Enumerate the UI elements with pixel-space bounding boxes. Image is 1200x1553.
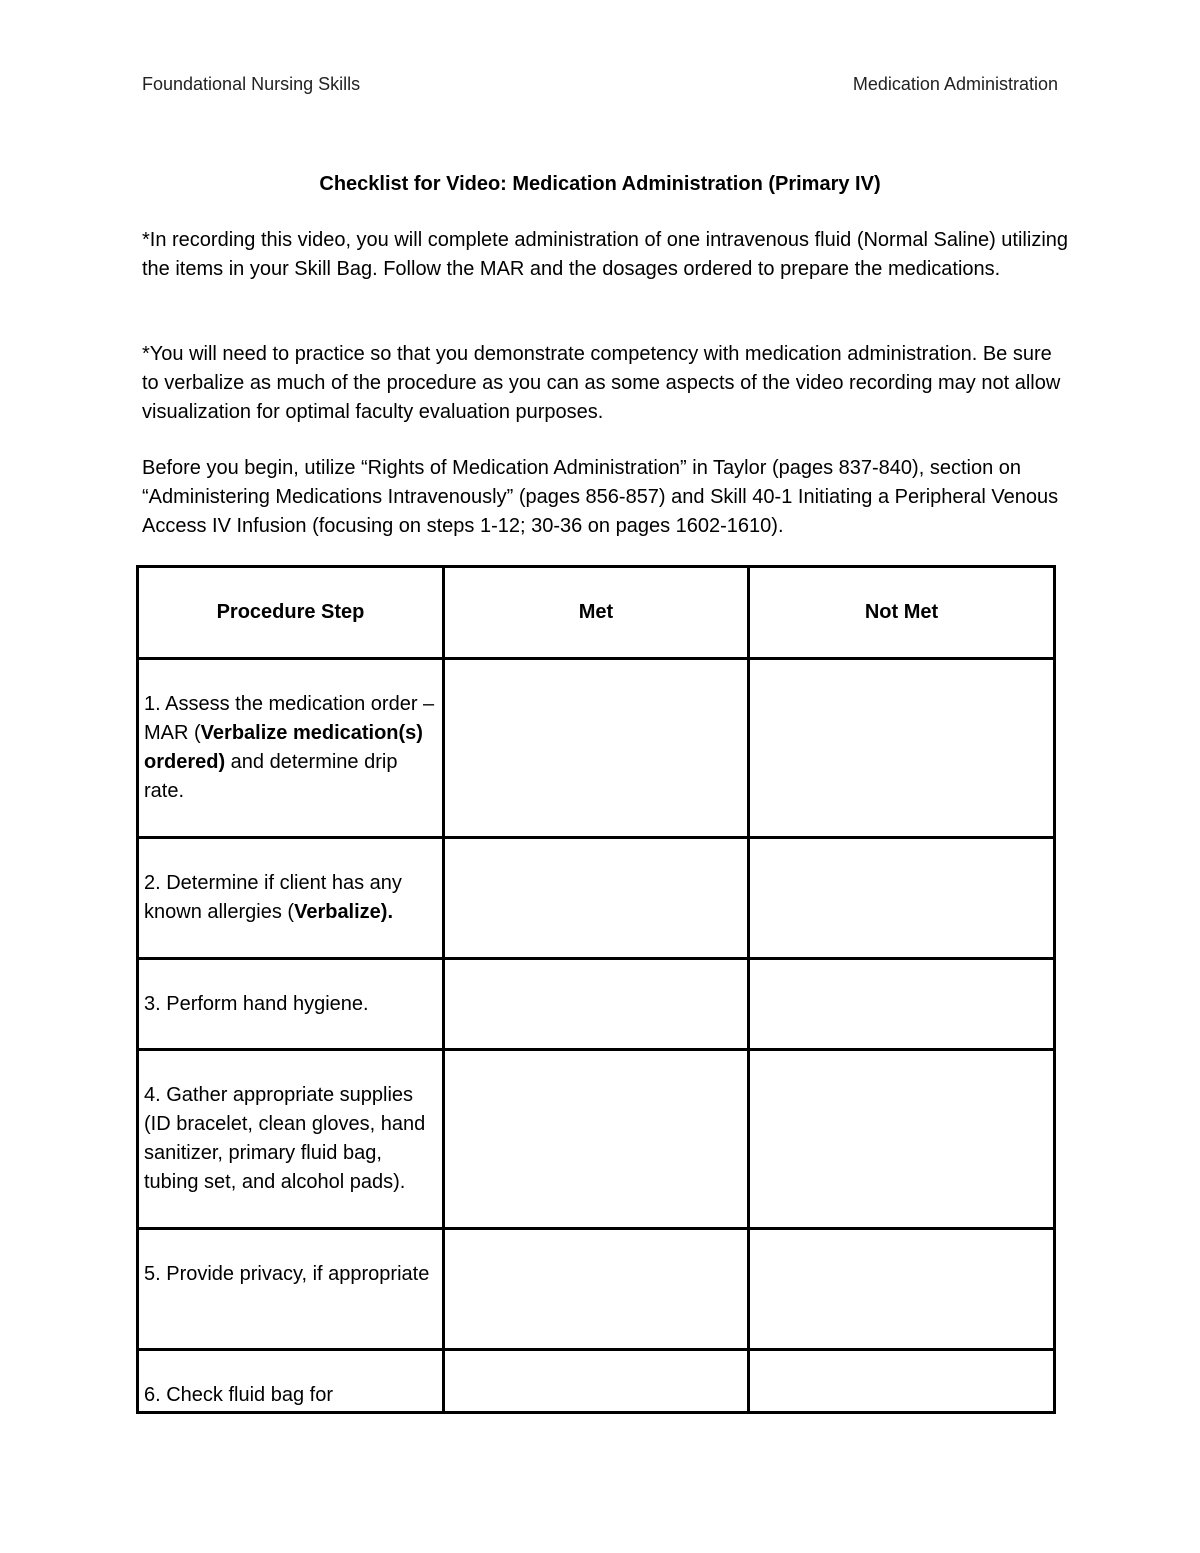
met-cell[interactable] bbox=[444, 838, 749, 959]
step-cell bbox=[138, 959, 444, 1050]
step-2-text bbox=[139, 839, 442, 927]
met-cell[interactable] bbox=[444, 959, 749, 1050]
not-met-cell[interactable] bbox=[749, 1050, 1055, 1229]
instruction-paragraph-3: Before you begin, utilize “Rights of Medication Administration” in Taylor (pages 837-840), section on “Administering Medications Intravenously” (pages 856-857) and Skill 40-1 Initiating a Peripheral Venous Access IV Infusion (focusing on steps 1-12; 30-36 on pages 1602-1610). bbox=[142, 457, 1059, 537]
header-procedure-step: Procedure Step bbox=[138, 567, 444, 659]
step-cell bbox=[138, 838, 444, 959]
header-topic: Medication Administration bbox=[852, 74, 1058, 94]
step-cell bbox=[138, 1350, 444, 1413]
instruction-paragraph-1: *In recording this video, you will complete administration of one intravenous fluid (Normal Saline) utilizing the items in your Skill Bag. Follow the MAR and the dosages ordered to prepare the medications. bbox=[142, 229, 1069, 280]
step-1-text-end: and determine drip rate. bbox=[144, 751, 398, 802]
step-2-text-bold: Verbalize). bbox=[294, 901, 394, 923]
step-2-text-start: 2. Determine if client has any known allergies ( bbox=[144, 872, 402, 923]
step-1-text-start: 1. Assess the medication order – MAR ( bbox=[144, 693, 435, 744]
not-met-cell[interactable] bbox=[749, 659, 1055, 838]
step-5-text: 5. Provide privacy, if appropriate bbox=[144, 1263, 430, 1285]
table-row bbox=[138, 959, 1055, 1050]
not-met-cell[interactable] bbox=[749, 959, 1055, 1050]
table-row bbox=[138, 1050, 1055, 1229]
step-6-text: 6. Check fluid bag for bbox=[144, 1384, 333, 1406]
table-row bbox=[138, 659, 1055, 838]
met-cell[interactable] bbox=[444, 1050, 749, 1229]
not-met-cell[interactable] bbox=[749, 838, 1055, 959]
met-cell[interactable] bbox=[444, 1229, 749, 1350]
header-met: Met bbox=[444, 567, 749, 659]
header-not-met: Not Met bbox=[749, 567, 1055, 659]
met-cell[interactable] bbox=[444, 659, 749, 838]
not-met-cell[interactable] bbox=[749, 1229, 1055, 1350]
step-3-text: 3. Perform hand hygiene. bbox=[144, 993, 369, 1015]
header-course-name: Foundational Nursing Skills bbox=[142, 74, 361, 94]
instruction-paragraph-2: *You will need to practice so that you demonstrate competency with medication administration. Be sure to verbalize as much of the procedure as you can as some aspects of the video recording may not allow visualization for optimal faculty evaluation purposes. bbox=[142, 343, 1061, 423]
step-cell bbox=[138, 1229, 444, 1350]
step-4-text: 4. Gather appropriate supplies (ID bracelet, clean gloves, hand sanitizer, primary fluid bag, tubing set, and alcohol pads). bbox=[144, 1084, 426, 1193]
step-1-text-bold: Verbalize medication(s) ordered) bbox=[144, 722, 423, 773]
step-cell bbox=[138, 1050, 444, 1229]
not-met-cell[interactable] bbox=[749, 1350, 1055, 1413]
step-cell bbox=[138, 659, 444, 838]
table-header-row bbox=[138, 567, 1055, 659]
page-title: Checklist for Video: Medication Administration (Primary IV) bbox=[319, 173, 881, 195]
procedure-checklist-table bbox=[136, 565, 1056, 1414]
table-row bbox=[138, 1229, 1055, 1350]
step-1-text bbox=[139, 660, 442, 806]
table-row bbox=[138, 838, 1055, 959]
table-row bbox=[138, 1350, 1055, 1413]
met-cell[interactable] bbox=[444, 1350, 749, 1413]
